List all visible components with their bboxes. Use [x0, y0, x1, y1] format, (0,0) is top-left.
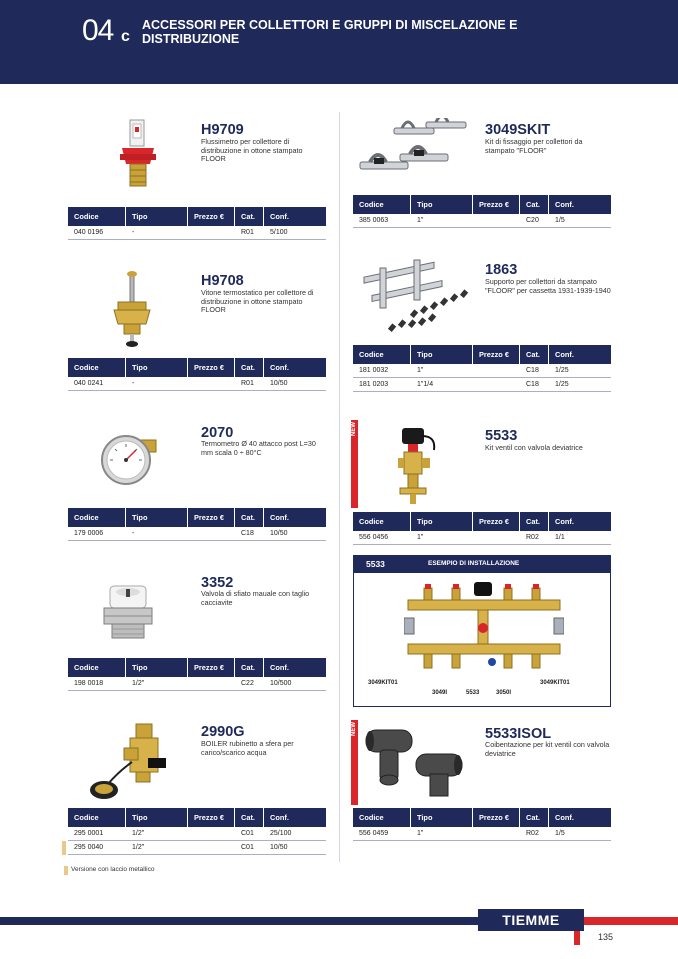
product-code: 2990G — [201, 724, 245, 740]
cell-prezzo — [473, 827, 520, 840]
product-description: Kit ventil con valvola deviatrice — [485, 443, 583, 452]
col-cat: Cat. — [520, 345, 549, 364]
cell-conf: 1/5 — [555, 830, 565, 837]
cell-codice: 295 0040 — [68, 841, 126, 854]
product-table — [68, 207, 326, 240]
cell-prezzo — [188, 226, 235, 239]
insulation-shell-icon — [362, 724, 470, 800]
product-description: Flussimetro per collettore di distribuzione in ottone stampato FLOOR — [201, 137, 303, 164]
cell-cat: R02 — [526, 830, 539, 837]
table-row — [68, 677, 326, 691]
col-tipo: Tipo — [126, 808, 188, 827]
cell-prezzo — [188, 527, 235, 540]
table-row — [68, 377, 326, 391]
col-prezzo: Prezzo € — [188, 658, 235, 677]
installation-example — [353, 555, 611, 707]
col-cat: Cat. — [235, 658, 264, 677]
cell-conf: 5/100 — [270, 229, 288, 236]
col-conf: Conf. — [270, 513, 289, 522]
product-description: BOILER rubinetto a sfera per carico/scarico acqua — [201, 739, 294, 757]
product-table — [353, 808, 611, 841]
table-row — [68, 827, 326, 841]
col-cat: Cat. — [235, 508, 264, 527]
col-cat: Cat. — [520, 195, 549, 214]
product-code: H9708 — [201, 273, 244, 289]
example-label: 3049KIT01 — [368, 680, 398, 686]
example-title: ESEMPIO DI INSTALLAZIONE — [428, 560, 520, 567]
product-description: Coibentazione per kit ventil con valvola deviatrice — [485, 740, 610, 758]
cell-cat: C18 — [241, 530, 254, 537]
col-codice: Codice — [353, 195, 411, 214]
cell-prezzo — [473, 531, 520, 544]
col-conf: Conf. — [555, 350, 574, 359]
product-table — [353, 195, 611, 228]
support-bracket-icon — [360, 258, 472, 334]
cell-cat: R01 — [241, 229, 254, 236]
table-header — [353, 512, 611, 531]
cell-tipo: 1" — [417, 367, 424, 374]
col-tipo: Tipo — [411, 195, 473, 214]
col-tipo: Tipo — [126, 508, 188, 527]
cell-tipo: - — [132, 380, 135, 387]
cell-conf: 10/50 — [270, 844, 288, 851]
product-table — [353, 512, 611, 545]
col-prezzo: Prezzo € — [473, 345, 520, 364]
table-row — [68, 226, 326, 240]
col-codice: Codice — [68, 508, 126, 527]
table-row — [68, 527, 326, 541]
col-cat: Cat. — [520, 512, 549, 531]
thermometer-icon — [100, 432, 160, 488]
col-codice: Codice — [68, 207, 126, 226]
cell-tipo: 1"1/4 — [417, 381, 434, 388]
cell-codice: 295 0001 — [74, 830, 104, 837]
product-description: Kit di fissaggio per collettori da stampato "FLOOR" — [485, 137, 583, 155]
example-label: 3050I — [496, 690, 512, 696]
product-table — [353, 345, 611, 392]
cell-prezzo — [188, 377, 235, 390]
manifold-diagram-icon — [404, 578, 564, 678]
cell-prezzo — [188, 827, 235, 840]
cell-tipo: - — [132, 530, 135, 537]
cell-conf: 10/50 — [270, 530, 288, 537]
col-conf: Conf. — [555, 813, 574, 822]
product-code: 2070 — [201, 425, 234, 441]
cell-tipo: 1/2" — [132, 830, 145, 837]
example-header — [354, 556, 610, 573]
example-label: 5533 — [466, 690, 480, 696]
col-prezzo: Prezzo € — [188, 358, 235, 377]
col-prezzo: Prezzo € — [473, 512, 520, 531]
col-prezzo: Prezzo € — [473, 195, 520, 214]
table-header — [353, 345, 611, 364]
example-label: 3049I — [432, 690, 448, 696]
cell-cat: C18 — [526, 381, 539, 388]
cell-codice: 556 0459 — [359, 830, 389, 837]
cell-prezzo — [188, 677, 235, 690]
footnote: Versione con laccio metallico — [71, 866, 155, 873]
new-badge: NEW — [351, 420, 358, 508]
product-description: Valvola di sfiato mauale con taglio cacciavite — [201, 589, 310, 607]
cell-prezzo — [188, 841, 235, 854]
table-row — [68, 841, 326, 855]
cell-conf: 1/1 — [555, 534, 565, 541]
col-prezzo: Prezzo € — [188, 207, 235, 226]
cell-tipo: 1" — [417, 534, 424, 541]
example-code: 5533 — [366, 559, 385, 569]
section-title: ACCESSORI PER COLLETTORI E GRUPPI DI MISCELAZIONE E DISTRIBUZIONE — [142, 18, 518, 46]
diverter-valve-icon — [392, 424, 444, 506]
cell-prezzo — [473, 214, 520, 227]
table-header — [68, 358, 326, 377]
table-header — [353, 195, 611, 214]
cell-conf: 1/5 — [555, 217, 565, 224]
cell-codice: 198 0018 — [74, 680, 104, 687]
column-divider — [339, 112, 340, 862]
col-cat: Cat. — [520, 808, 549, 827]
page-number: 135 — [598, 932, 614, 942]
col-conf: Conf. — [270, 212, 289, 221]
col-conf: Conf. — [270, 813, 289, 822]
cell-conf: 10/50 — [270, 380, 288, 387]
brand-logo: TIEMME — [478, 909, 584, 931]
cell-cat: C20 — [526, 217, 539, 224]
col-prezzo: Prezzo € — [473, 808, 520, 827]
product-description: Termometro Ø 40 attacco post L=30 mm scala 0 ÷ 80°C — [201, 439, 316, 457]
cell-tipo: 1/2" — [132, 680, 145, 687]
example-label: 3049KIT01 — [540, 680, 570, 686]
table-header — [353, 808, 611, 827]
cell-codice: 181 0203 — [359, 381, 389, 388]
col-tipo: Tipo — [411, 808, 473, 827]
table-header — [68, 508, 326, 527]
page-header — [0, 0, 678, 84]
table-row — [353, 364, 611, 378]
footer-accent-bar — [584, 917, 678, 925]
table-header — [68, 808, 326, 827]
cell-codice: 040 0196 — [74, 229, 104, 236]
col-tipo: Tipo — [126, 358, 188, 377]
table-header — [68, 658, 326, 677]
product-description: Supporto per collettori da stampato "FLOOR" per cassetta 1931-1939-1940 — [485, 277, 611, 295]
thermostatic-valve-icon — [106, 270, 158, 348]
cell-codice: 556 0456 — [359, 534, 389, 541]
cell-prezzo — [473, 364, 520, 377]
cell-cat: C01 — [241, 844, 254, 851]
product-table — [68, 808, 326, 855]
col-codice: Codice — [353, 808, 411, 827]
cell-tipo: - — [132, 229, 135, 236]
col-cat: Cat. — [235, 808, 264, 827]
air-vent-valve-icon — [100, 584, 156, 642]
cell-cat: C01 — [241, 830, 254, 837]
product-code: 5533 — [485, 428, 518, 444]
col-codice: Codice — [353, 345, 411, 364]
col-codice: Codice — [353, 512, 411, 531]
cell-cat: R01 — [241, 380, 254, 387]
cell-conf: 10/500 — [270, 680, 292, 687]
product-code: 3352 — [201, 575, 234, 591]
product-table — [68, 508, 326, 541]
new-badge: NEW — [351, 720, 358, 805]
table-row — [353, 827, 611, 841]
bracket-kit-icon — [356, 118, 472, 190]
col-tipo: Tipo — [126, 658, 188, 677]
cell-prezzo — [473, 378, 520, 391]
footer-bar — [0, 917, 480, 925]
col-conf: Conf. — [555, 200, 574, 209]
table-row — [353, 214, 611, 228]
table-row — [353, 531, 611, 545]
col-codice: Codice — [68, 808, 126, 827]
col-tipo: Tipo — [126, 207, 188, 226]
cell-cat: C18 — [526, 367, 539, 374]
product-description: Vitone termostatico per collettore di distribuzione in ottone stampato FLOOR — [201, 288, 314, 315]
col-tipo: Tipo — [411, 345, 473, 364]
col-tipo: Tipo — [411, 512, 473, 531]
cell-cat: C22 — [241, 680, 254, 687]
cell-conf: 1/25 — [555, 381, 569, 388]
cell-tipo: 1" — [417, 830, 424, 837]
cell-tipo: 1/2" — [132, 844, 145, 851]
cell-codice: 181 0032 — [359, 367, 389, 374]
cell-codice: 179 0006 — [74, 530, 104, 537]
product-table — [68, 358, 326, 391]
product-code: 1863 — [485, 262, 518, 278]
col-conf: Conf. — [270, 663, 289, 672]
col-prezzo: Prezzo € — [188, 808, 235, 827]
section-number: 04 — [82, 14, 114, 47]
flowmeter-icon — [112, 118, 164, 196]
col-conf: Conf. — [270, 363, 289, 372]
col-codice: Codice — [68, 358, 126, 377]
cell-codice: 385 0063 — [359, 217, 389, 224]
section-letter: c — [121, 28, 130, 45]
cell-cat: R02 — [526, 534, 539, 541]
table-header — [68, 207, 326, 226]
col-conf: Conf. — [555, 517, 574, 526]
product-table — [68, 658, 326, 691]
cell-codice: 040 0241 — [74, 380, 104, 387]
product-code: 3049SKIT — [485, 122, 551, 138]
cell-conf: 1/25 — [555, 367, 569, 374]
cell-conf: 25/100 — [270, 830, 292, 837]
ball-valve-icon — [88, 722, 168, 802]
product-code: H9709 — [201, 122, 244, 138]
cell-tipo: 1" — [417, 217, 424, 224]
col-cat: Cat. — [235, 358, 264, 377]
col-codice: Codice — [68, 658, 126, 677]
product-code: 5533ISOL — [485, 726, 552, 742]
col-prezzo: Prezzo € — [188, 508, 235, 527]
table-row — [353, 378, 611, 392]
col-cat: Cat. — [235, 207, 264, 226]
